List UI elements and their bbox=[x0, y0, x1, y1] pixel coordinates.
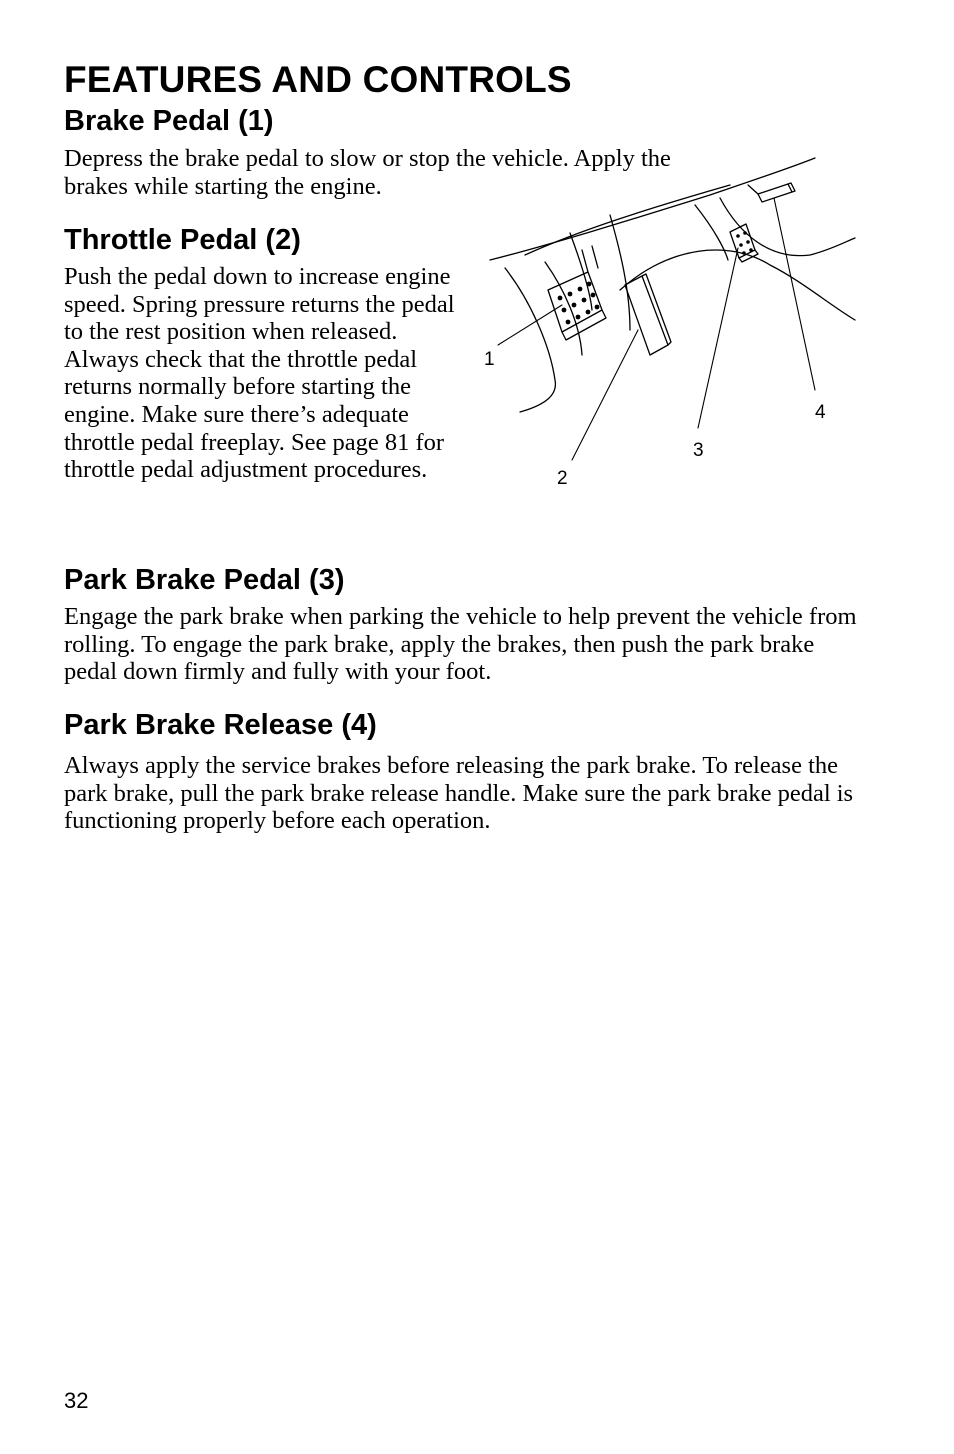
floor-outline bbox=[490, 158, 815, 260]
leader-line-4 bbox=[774, 198, 815, 390]
brake-pedal-heading: Brake Pedal (1) bbox=[64, 105, 274, 137]
throttle-pedal-heading: Throttle Pedal (2) bbox=[64, 224, 301, 256]
callout-2: 2 bbox=[557, 468, 568, 489]
leader-line-3 bbox=[698, 248, 738, 428]
park-brake-release-handle bbox=[748, 183, 795, 202]
brake-pedal-text: Depress the brake pedal to slow or stop the vehicle. Apply the brakes while starting the engine. bbox=[64, 145, 671, 200]
page-number: 32 bbox=[64, 1388, 89, 1413]
throttle-pedal-text: Push the pedal down to increase engine speed. Spring pressure returns the pedal to the rest position when released. Always check that the throttle pedal returns normally before starting the engine. Make sure there’s adequate throttle pedal freeplay. See page 81 for throttle pedal adjustment procedures. bbox=[64, 263, 455, 484]
firewall-curve bbox=[610, 215, 630, 330]
callout-1: 1 bbox=[484, 349, 495, 370]
pedal-diagram bbox=[470, 150, 870, 500]
park-brake-pedal bbox=[730, 224, 758, 262]
page-title: FEATURES AND CONTROLS bbox=[64, 59, 572, 100]
pedal-box-edge bbox=[570, 233, 592, 310]
park-brake-pedal-text: Engage the park brake when parking the vehicle to help prevent the vehicle from rolling. To engage the park brake, apply the brakes, then push the park brake pedal down firmly and fully with your foot. bbox=[64, 603, 857, 686]
park-brake-release-heading: Park Brake Release (4) bbox=[64, 709, 377, 741]
park-brake-release-text: Always apply the service brakes before releasing the park brake. To release the park brake, pull the park brake release handle. Make sure the park brake pedal is functioning properly before each operation. bbox=[64, 752, 854, 835]
callout-4: 4 bbox=[815, 402, 826, 423]
callout-3: 3 bbox=[693, 440, 704, 461]
park-brake-pedal-heading: Park Brake Pedal (3) bbox=[64, 564, 345, 596]
leader-line-1 bbox=[498, 305, 562, 345]
tunnel-edge-right bbox=[695, 205, 728, 260]
